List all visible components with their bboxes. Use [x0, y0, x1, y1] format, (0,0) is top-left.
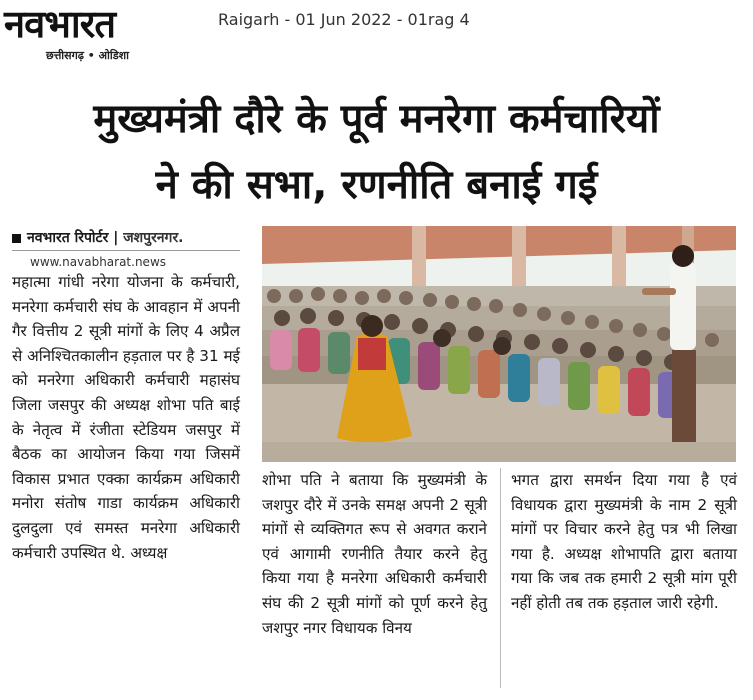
- column-divider: [500, 468, 501, 688]
- article-column-3: भगत द्वारा समर्थन दिया गया है एवं विधायक द्वारा मुख्यमंत्री के नाम 2 सूत्री मांगों पर विचार करने हेतु पत्र भी लिखा गया है. अध्यक्ष शोभापति द्वारा बताया गया कि जब तक हमारी 2 सूत्री मांग पूरी नहीं होती तब तक हड़ताल जारी रहेगी.: [511, 471, 737, 612]
- website-url: www.navabharat.news: [30, 255, 167, 269]
- newspaper-masthead: [4, 2, 200, 62]
- byline-divider: [12, 250, 240, 251]
- stadium-meeting-illustration: [262, 226, 736, 462]
- article-column-2: शोभा पति ने बताया कि मुख्यमंत्री के जशपुर दौरे में उनके समक्ष अपनी 2 सूत्री मांगों से व्यक्तिगत रूप से अवगत कराने एवं आगामी रणनीति तैयार करने हेतु किया गया है मनरेगा अधिकारी कर्मचारी संघ की 2 सूत्री मांगों को पूर्ण करने हेतु जशपुर नगर विधायक विनय: [262, 471, 487, 637]
- bullet-square-icon: [12, 234, 21, 243]
- logo-text: नवभारत: [4, 2, 115, 46]
- byline-reporter: नवभारत रिपोर्टर: [27, 230, 109, 246]
- navbharat-logo: [4, 2, 200, 46]
- byline: नवभारत रिपोर्टर | जशपुरनगर.: [12, 228, 240, 250]
- edition-regions: छत्तीसगढ़ • ओडिशा: [46, 49, 129, 62]
- byline-location: जशपुरनगर.: [123, 230, 184, 246]
- edition-dateline: Raigarh - 01 Jun 2022 - 01rag 4: [218, 10, 470, 29]
- meeting-photo: [262, 226, 736, 462]
- article-column-1: महात्मा गांधी नरेगा योजना के कर्मचारी, मनरेगा कर्मचारी संघ के आवहान में अपनी गैर वित्तीय 2 सूत्री मांगों के लिए 4 अप्रैल से अनिश्चितकालीन हड़ताल पर है 31 मई को मनरेगा अधिकारी कर्मचारी महासंघ जिला जसपुर की अध्यक्ष शोभा पति बाई के नेतृत्व में रंजीता स्टेडियम जसपुर में बैठक का आयोजन किया गया जिसमें विकास प्रभात एक्का कार्यक्रम अधिकारी मनोरा संतोष गाडा कार्यक्रम अधिकारी दुलदुला एवं समस्त मनरेगा अधिकारी कर्मचारी उपस्थित थे. अध्यक्ष: [12, 273, 240, 562]
- headline-line-2: ने की सभा, रणनीति बनाई गई: [155, 162, 598, 208]
- headline-line-1: मुख्यमंत्री दौरे के पूर्व मनरेगा कर्मचारियों: [93, 96, 660, 142]
- article-headline: [0, 86, 753, 218]
